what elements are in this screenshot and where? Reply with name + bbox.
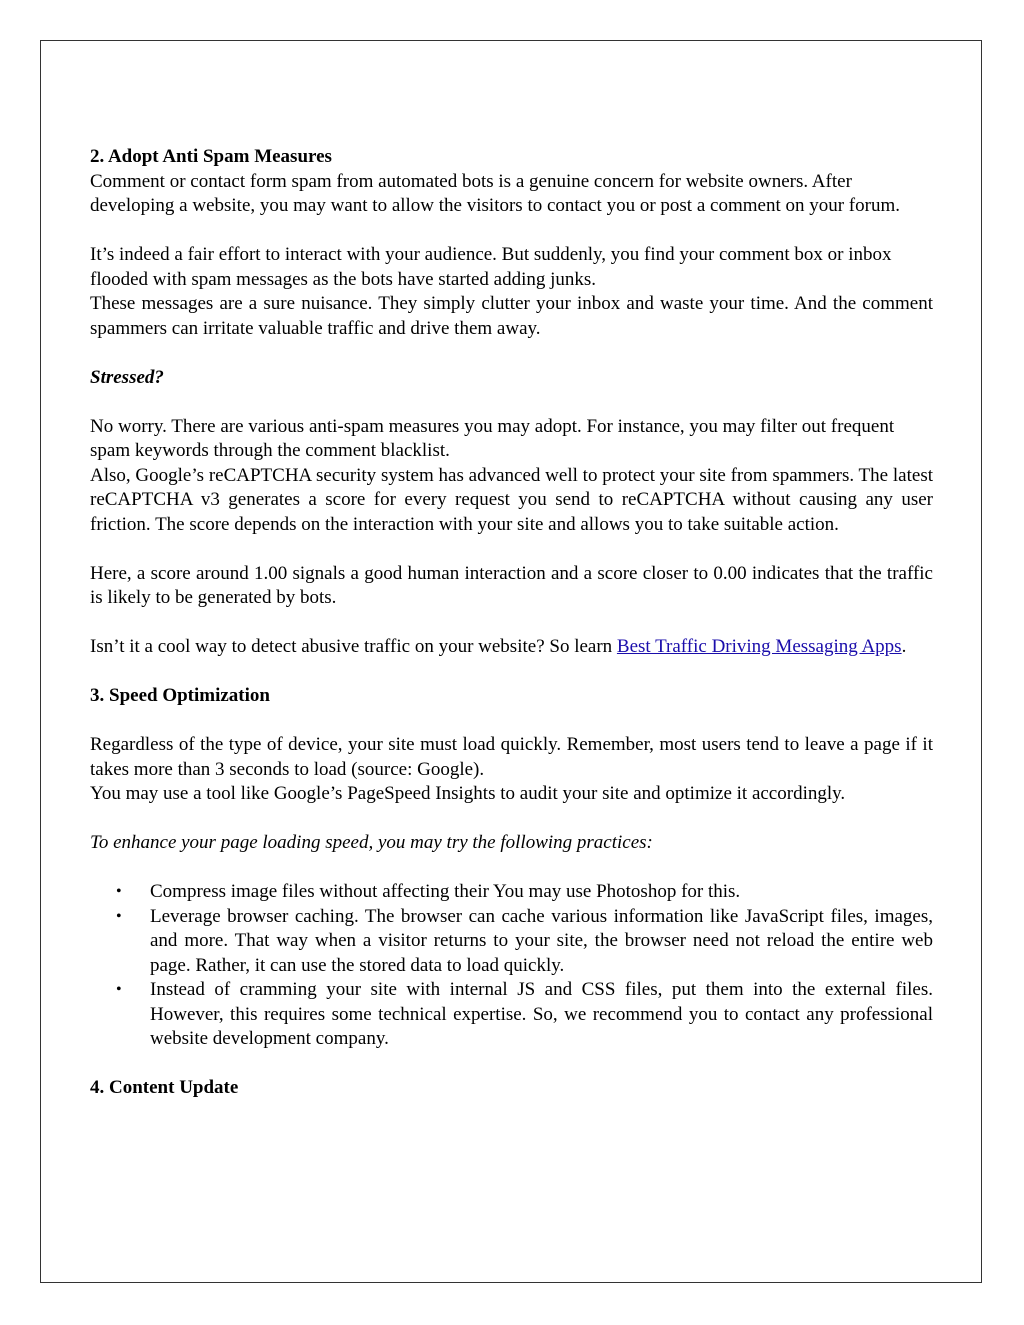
paragraph-nuisance: These messages are a sure nuisance. They simply clutter your inbox and waste your time. And the comment spammers can irritate valuable traffic and drive them away. xyxy=(90,293,933,339)
paragraph-learn-more xyxy=(90,635,933,660)
paragraph-spam-intro: Comment or contact form spam from automated bots is a genuine concern for website owners. After developing a website, you may want to allow the visitors to contact you or post a comment on your forum. xyxy=(90,170,900,216)
list-item: • Compress image files without affecting their You may use Photoshop for this. xyxy=(150,880,933,905)
section-heading-anti-spam: 2. Adopt Anti Spam Measures xyxy=(90,146,332,167)
practices-intro: To enhance your page loading speed, you may try the following practices: xyxy=(90,832,653,853)
paragraph-pagespeed: You may use a tool like Google’s PageSpeed Insights to audit your site and optimize it accordingly. xyxy=(90,783,846,804)
messaging-apps-link[interactable]: Best Traffic Driving Messaging Apps xyxy=(616,636,902,657)
bullet-icon: • xyxy=(116,883,122,900)
paragraph-load-quickly: Regardless of the type of device, your site must load quickly. Remember, most users tend to leave a page if it takes more than 3 seconds to load (source: Google). xyxy=(90,734,933,780)
stressed-heading: Stressed? xyxy=(90,366,164,388)
paragraph-score: Here, a score around 1.00 signals a good human interaction and a score closer to 0.00 indicates that the traffic is likely to be generated by bots. xyxy=(90,562,933,608)
document-body xyxy=(90,145,933,1101)
section-heading-content-update: 4. Content Update xyxy=(90,1077,239,1098)
paragraph-recaptcha: Also, Google’s reCAPTCHA security system has advanced well to protect your site from spammers. The latest reCAPTCHA v3 generates a score for every request you send to reCAPTCHA without causing any user friction. The score depends on the interaction with your site and allows you to take suitable action. xyxy=(90,464,933,535)
paragraph-anti-spam-measures: No worry. There are various anti-spam measures you may adopt. For instance, you may filter out frequent spam keywords through the comment blacklist. xyxy=(90,415,895,461)
section-heading-speed: 3. Speed Optimization xyxy=(90,685,270,706)
list-item: • Instead of cramming your site with internal JS and CSS files, put them into the external files. However, this requires some technical expertise. So, we recommend you to contact any professional website development company. xyxy=(116,979,933,1049)
bullet-icon: • xyxy=(116,907,122,925)
list-item: • Leverage browser caching. The browser can cache various information like JavaScript files, images, and more. That way when a visitor returns to your site, the browser need not reload the entire web page. Rather, it can use the stored data to load quickly. xyxy=(116,905,933,976)
learn-more-text: Isn’t it a cool way to detect abusive traffic on your website? So learn xyxy=(90,636,617,657)
bullet-icon: • xyxy=(116,981,122,998)
paragraph-interaction: It’s indeed a fair effort to interact with your audience. But suddenly, you find your comment box or inbox flooded with spam messages as the bots have started adding junks. xyxy=(90,244,892,290)
practices-list xyxy=(90,880,933,1052)
learn-more-end: . xyxy=(901,636,907,657)
